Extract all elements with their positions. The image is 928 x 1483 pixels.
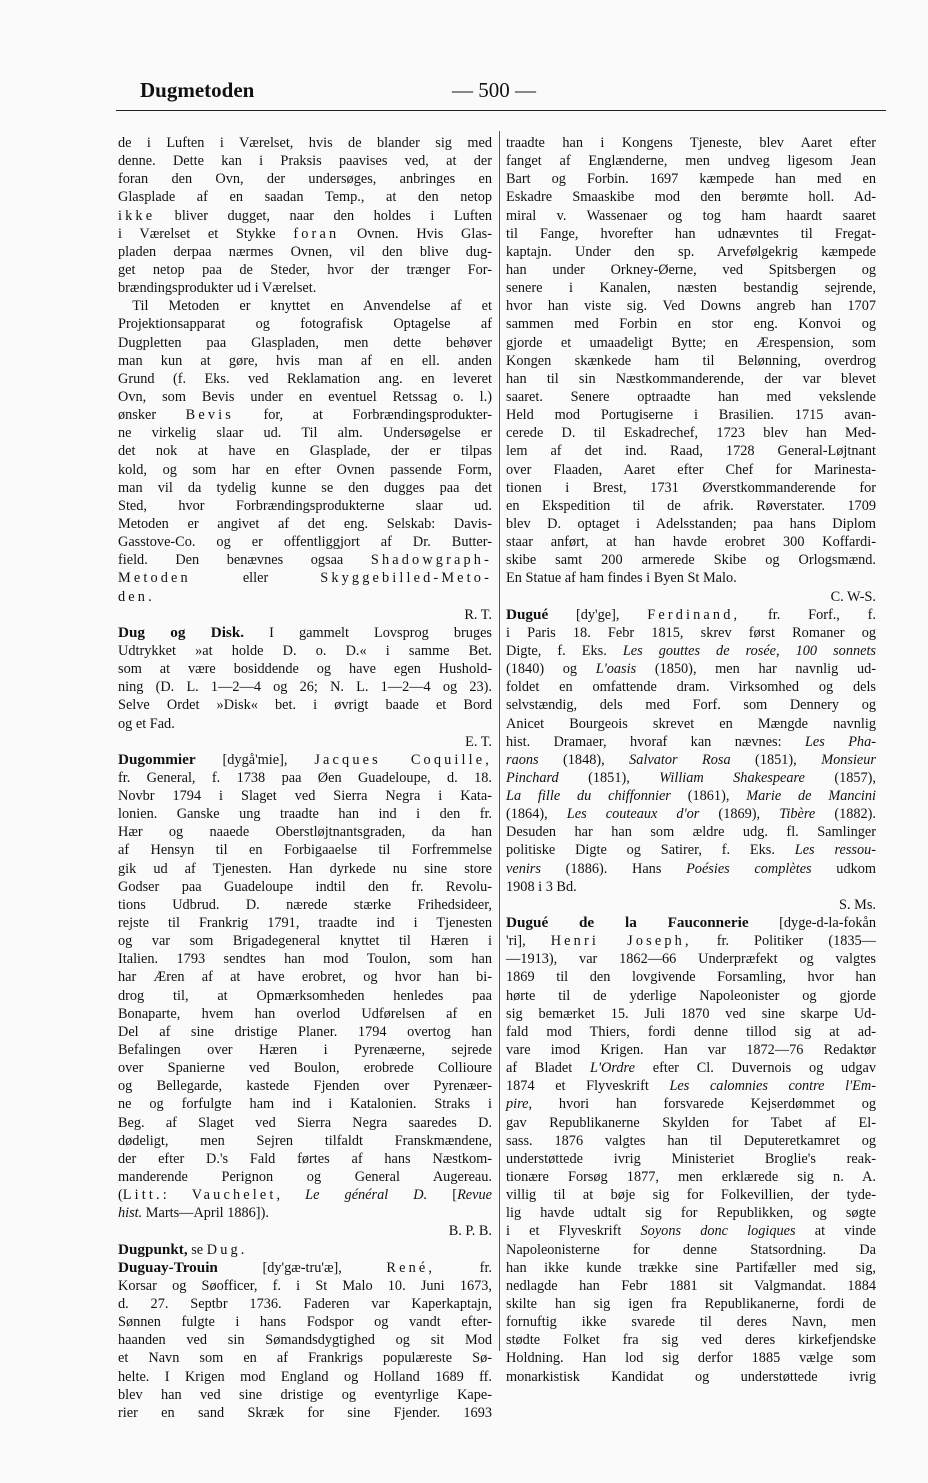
italic-title: Marie de Mancini [746, 788, 876, 805]
text-line: (Litt.: Vauchelet, Le général D. [Revue [118, 1187, 492, 1204]
text-line: skilte han sig igen fra Republikanerne, fordi de [506, 1296, 876, 1312]
italic-title: Soyons donc logiques [640, 1223, 796, 1240]
text-line: politiske Digte og Satirer, f. Eks. Les ressou- [506, 842, 877, 859]
text-line: Sted, hvor Forbrændingsprodukterne slaar ud. [118, 497, 492, 514]
text-line: sass. 1876 valgtes han til Deputeretkamret og [506, 1132, 876, 1149]
italic-title: Monsieur [821, 751, 876, 768]
text-line: har Æren af at have erobret, og hvor han bi- [118, 969, 492, 986]
text-line: cerede D. til Eskadrechef, 1723 blev han Med- [506, 425, 876, 442]
spaced-name: Jacques Coquille, [314, 751, 492, 768]
text-line: helte. I Krigen mod England og Holland 1689 ff. [118, 1368, 492, 1385]
text-line: En Statue af ham findes i Byen St Malo. [506, 570, 737, 587]
text-line: sig bemærket 15. Juli 1870 ved sine skarpe Ud- [506, 1005, 876, 1022]
text-line: Glasplade af en saadan Temp., at den netop [118, 189, 492, 206]
author-signature: B. P. B. [448, 1223, 492, 1240]
text-line: Godser paa Guadeloupe indtil den fr. Revolu- [118, 878, 492, 895]
text-line: field. Den benævnes ogsaa Shadowgraph- [118, 552, 492, 569]
text-line: tionen i Brest, 1731 Øverstkommanderende for [506, 479, 876, 496]
text-line: miral v. Wassenaer og tog ham haardt saaret [506, 207, 876, 224]
running-headword: Dugmetoden [140, 78, 255, 102]
text-line: hørte til de yderlige Napoleonister og gjorde [506, 987, 876, 1004]
text-line: Til Metoden er knyttet en Anvendelse af et [132, 298, 492, 315]
spaced-name: Litt. [122, 1187, 163, 1204]
text-line: kold, og som har en efter Ovnen passende Form, [118, 461, 492, 478]
italic-title: Salvator Rosa [629, 751, 731, 768]
spaced-name: Bevis [185, 407, 234, 424]
text-line: et Navn som en af Frankrigs populæreste Sø- [118, 1350, 492, 1367]
left-column [118, 134, 492, 1422]
author-signature: E. T. [465, 733, 492, 750]
text-line: villig til at bøje sig for Folkevillien, der tyde- [506, 1187, 876, 1204]
italic-title: Les couteaux d'or [566, 806, 700, 823]
text-line: Udtrykket »at holde D. o. D.« i samme Bet. [118, 642, 492, 659]
spaced-name: Vauchelet [191, 1187, 277, 1204]
text-line: Anicet Bourgeois skrevet en Mængde navnlig [506, 715, 876, 732]
text-line: han ikke kunde trække sine Partifæller med sig, [506, 1259, 876, 1276]
italic-title: Les ressou- [794, 842, 877, 859]
text-line: foldet en omfattende dram. Virksomhed og dels [506, 679, 876, 696]
right-column [506, 134, 876, 1386]
text-line: Del af sine dristige Planer. 1794 overtog han [118, 1023, 492, 1040]
text-line: stødte Folket fra sig ved deres kirkefjendske [506, 1332, 876, 1349]
entry-headword: Dugommier [118, 750, 196, 768]
text-line: ønsker Bevis for, at Forbrændingsprodukter- [118, 407, 492, 424]
text-line: rier en sand Skræk for sine Fjender. 1693 [118, 1404, 492, 1421]
text-line: —1913), var 1862—66 Underpræfekt og valgtes [506, 951, 876, 968]
text-line: Metoden eller Skyggebilled-Meto- [118, 570, 492, 587]
text-line: Gasstove-Co. og er offentliggjort af Dr. Butter- [118, 534, 492, 551]
text-line: traadte han i Kongens Tjeneste, blev Aaret efter [506, 135, 876, 151]
text-line: lonien. Ganske ung traadte han ind i den fr. [118, 806, 492, 823]
text-line: en Ekspedition til de afrik. Røverstater. 1709 [506, 497, 876, 514]
text-line: gav Republikanerne Skylden for Tabet af El- [506, 1114, 876, 1131]
italic-title: Revue [457, 1187, 492, 1204]
text-line: Grund (f. Eks. ved Reklamation ang. en leveret [118, 370, 492, 387]
text-line: staar anført, at han havde erobret 300 Koffardi- [506, 534, 876, 551]
text-line: han til sin Næstkommanderende, der var blevet [506, 370, 876, 387]
text-line: Dugué [dy'ge], Ferdinand, fr. Forf., f. [506, 605, 876, 623]
italic-title: La fille du chiffonnier [506, 788, 671, 805]
text-line: gik ud af Tjenesten. Han dyrkede nu sine store [118, 860, 492, 877]
text-line: lem af det ind. Raad, 1728 General-Løjtnant [506, 443, 876, 460]
text-line: man vil da tydelig kunne se den dugges paa det [118, 479, 492, 496]
text-line: fanget af Englænderne, men undveg ligesom Jean [506, 153, 876, 170]
text-line: i et Flyveskrift Soyons donc logiques at vinde [506, 1223, 877, 1240]
column-divider [499, 131, 500, 1351]
spaced-name: den. [118, 588, 155, 605]
text-line: venirs (1886). Hans Poésies complètes udkom [506, 860, 877, 877]
author-signature: C. W-S. [830, 588, 876, 605]
text-line: ne virkelig slaar ud. Til alm. Undersøgelse er [118, 425, 492, 442]
text-line: og var som Brigadegeneral knyttet til Hæren i [118, 933, 492, 950]
text-line: til Fange, hvorefter han udnævntes til Fregat- [506, 225, 876, 242]
text-line: Novbr 1794 i Slaget ved Sierra Negra i Kata- [118, 788, 492, 805]
text-line: det nok at have en Glasplade, der er tilpas [118, 443, 492, 460]
entry-headword: Dugué de la Fauconnerie [506, 914, 749, 932]
spaced-name: Dug. [206, 1241, 248, 1258]
text-line: 1874 et Flyveskrift Les calomnies contre l'Em- [506, 1078, 876, 1095]
text-line: fald mod Thiers, fordi denne tillod sig at ad- [506, 1023, 876, 1040]
text-line: Selve Ordet »Disk« bet. i øvrigt baade et Bord [118, 697, 492, 714]
text-line: Digte, f. Eks. Les gouttes de rosée, 100 sonnets [506, 642, 876, 659]
text-line: manderende Perignon og General Augereau. [118, 1169, 492, 1186]
header-rule [116, 110, 886, 111]
italic-title: Poésies complètes [686, 860, 812, 877]
text-line: lig havde udtalt sig for Republikken, og søgte [506, 1205, 876, 1222]
text-line: tionære Forsøg 1877, men erklærede sig n. A. [506, 1169, 876, 1186]
text-line: sammen med Forbin en stor eng. Konvoi og [506, 316, 876, 333]
text-line: og et Fad. [118, 715, 175, 732]
text-line: Dugpletten paa Glaspladen, men dette behøver [118, 334, 492, 351]
text-line: raons (1848), Salvator Rosa (1851), Monsieur [506, 751, 876, 768]
spaced-name: Henri Joseph, [550, 933, 692, 950]
text-line: (1840) og L'oasis (1850), men har navnlig ud- [506, 661, 876, 678]
italic-title: Le général D. [305, 1187, 428, 1204]
italic-title: L'Ordre [590, 1060, 635, 1077]
text-line: understøttede ivrig Ministeriet Broglie's reak- [506, 1150, 876, 1167]
text-line: Pinchard (1851), William Shakespeare (1857), [506, 769, 877, 786]
spaced-name: René, [386, 1259, 436, 1276]
entry-headword: Dug og Disk. [118, 623, 245, 641]
text-line: Korsar og Søofficer, f. i St Malo 10. Juni 1673, [118, 1277, 492, 1294]
text-line: Ovn, som Bevis under en eventuel Retssag o. l.) [118, 388, 492, 405]
text-line: vare imod Krigen. Han var 1872—76 Redaktør [506, 1042, 876, 1059]
text-line: Duguay-Trouin [dy'gæ-tru'æ], René, fr. [118, 1258, 492, 1276]
text-line: saaret. Senere optraadte han med vekslende [506, 388, 876, 405]
text-line: Metoden er angivet af det eng. Selskab: Davis- [118, 515, 492, 532]
spaced-name: Ferdinand, [647, 606, 741, 623]
spaced-name: Metoden [118, 570, 191, 587]
text-line: skibe samt 200 armerede Skibe og Orlogsmænd. [506, 552, 876, 569]
italic-title: hist. [118, 1205, 143, 1222]
text-line: over Spanierne ved Boulon, erobrede Collioure [118, 1060, 492, 1077]
text-line: fr. General, f. 1738 paa Øen Guadeloupe, d. 18. [118, 769, 492, 786]
text-line: Dugommier [dygå'mie], Jacques Coquille, [118, 750, 492, 768]
text-line: og Bellegarde, kastede Fjenden over Pyrenæer- [118, 1078, 492, 1095]
text-line: La fille du chiffonnier (1861), Marie de Mancini [506, 788, 876, 805]
text-line: drog til, at Opmærksomheden henledes paa [118, 987, 492, 1004]
text-line: dødeligt, men Sejren tilfaldt Franskmændene, [118, 1132, 492, 1149]
text-line: Eskadre Smaaskibe mod den berømte holl. Ad- [506, 189, 876, 206]
text-line: haanden ved sin Sømandsdygtighed og sit Mod [118, 1332, 492, 1349]
text-line: 1869 til den lovgivende Forsamling, hvor han [506, 969, 876, 986]
text-line: af Hensyn til en Forbigaaelse til Forfremmelse [118, 842, 492, 859]
text-line: pladen derpaa nærmes Ovnen, vil den blive dug- [118, 243, 492, 260]
text-line: Holdning. Han lod sig derfor 1885 vælge som [506, 1350, 876, 1367]
italic-title: pire, [506, 1096, 533, 1113]
text-line: 1908 i 3 Bd. [506, 878, 577, 895]
text-line: Kongen skænkede ham til Belønning, overdrog [506, 352, 876, 369]
text-line: som at være bosiddende og have egen Hushold- [118, 661, 492, 678]
text-line: ne og forfulgte ham ind i Katalonien. Straks i [118, 1096, 492, 1113]
text-line: nedlagde han Febr 1881 sit Valgmandat. 1884 [506, 1277, 876, 1294]
spaced-name: Shadowgraph- [370, 552, 492, 569]
italic-title: Les gouttes de rosée, 100 sonnets [622, 642, 876, 659]
text-line: selvstændig, dels med Forf. som Dennery og [506, 697, 876, 714]
text-line: 'ri], Henri Joseph, fr. Politiker (1835— [506, 933, 876, 950]
text-line: pire, hvori han forsvarede Kejserdømmet og [506, 1096, 876, 1113]
text-line: d. 27. Septbr 1736. Faderen var Kaperkaptajn, [118, 1296, 492, 1312]
italic-title: Les calomnies contre l'Em- [669, 1078, 876, 1095]
text-line: ning (D. L. 1—2—4 og 26; N. L. 1—2—4 og 23). [118, 679, 492, 696]
text-line: ikke bliver dugget, naar den holdes i Luften [118, 207, 492, 224]
text-line: af Bladet L'Ordre efter Cl. Duvernois og udgav [506, 1060, 877, 1077]
italic-title: Pinchard [506, 769, 559, 786]
text-line: gjorde et umaadeligt Bytte; en Ærespension, som [506, 334, 876, 351]
text-line: (1864), Les couteaux d'or (1869), Tibère (1882). [506, 806, 877, 823]
text-line: Dug og Disk. I gammelt Lovsprog bruges [118, 623, 492, 641]
text-line: i Værelset et Stykke foran Ovnen. Hvis Glas- [118, 225, 492, 242]
author-signature: S. Ms. [839, 896, 876, 913]
page-number: — 500 — [452, 78, 536, 102]
text-line: monarkistisk Kandidat og understøttede ivrig [506, 1368, 876, 1385]
text-line: fornuftig ikke svarede til deres Navn, men [506, 1314, 876, 1331]
entry-headword: Duguay-Trouin [118, 1258, 218, 1276]
text-line: Bart og Forbin. 1697 kæmpede han med en [506, 171, 876, 188]
text-line: tions Udbrud. D. nærede stærke Frihedsideer, [118, 896, 492, 913]
text-line: blev han ved sine dristige og eventyrlige Kape- [118, 1386, 492, 1403]
spaced-name: foran [293, 225, 340, 242]
text-line: hvor han viste sig. Ved Downs angreb han 1707 [506, 298, 876, 315]
text-line: Beg. af Slaget ved Sierra Negra saaredes D. [118, 1114, 492, 1131]
text-line: Held mod Portugiserne i Brasilien. 1715 avan- [506, 407, 876, 424]
text-line: han under Orkney-Øerne, ved Spitsbergen og [506, 261, 876, 278]
text-line: blev D. optaget i Adelsstanden; paa hans Diplom [506, 515, 876, 532]
italic-title: Les Pha- [804, 733, 876, 750]
italic-title: raons [506, 751, 539, 768]
text-line: get netop paa de Steder, hvor der trænger For- [118, 261, 492, 278]
text-line: de i Luften i Værelset, hvis de blander sig med [118, 135, 492, 151]
text-line: Desuden har han som ældre udg. fl. Samlinger [506, 824, 876, 841]
text-line: Napoleonisterne for denne Statsordning. Da [506, 1241, 876, 1258]
text-line: denne. Dette kan i Praksis paavises ved, at der [118, 153, 492, 170]
italic-title: L'oasis [595, 661, 637, 678]
text-line: hist. Dramaer, hvoraf kan nævnes: Les Pha- [506, 733, 876, 750]
italic-title: venirs [506, 860, 541, 877]
italic-title: Tibère [779, 806, 816, 823]
text-line: Italien. 1793 sendtes han mod Toulon, som han [118, 951, 492, 968]
text-line: i Paris 18. Febr 1815, skrev først Romaner og [506, 624, 876, 641]
text-line: Hær og naaede Oberstløjtnantsgraden, da han [118, 824, 492, 841]
entry-headword: Dugpunkt, [118, 1240, 188, 1258]
running-head [140, 76, 880, 106]
text-line: man kun at gøre, hvis man af en ell. anden [118, 352, 492, 369]
spaced-name: Skyggebilled-Meto- [320, 570, 492, 587]
spaced-name: ikke [118, 207, 156, 224]
text-line: over Flaaden, Aaret efter Chef for Marinesta- [506, 461, 876, 478]
text-line: brændingsprodukter ud i Værelset. [118, 280, 317, 297]
entry-headword: Dugué [506, 605, 549, 623]
text-line: Dugpunkt, se Dug. [118, 1240, 248, 1258]
text-line: Projektionsapparat og fotografisk Optagelse af [118, 316, 492, 333]
text-line: rejste til Frankrig 1791, traadte ind i Tjenesten [118, 915, 492, 932]
text-line [118, 588, 492, 606]
text-line: foran den Ovn, der undersøges, anbringes en [118, 171, 492, 188]
text-line: hist. Marts—April 1886]). [118, 1205, 269, 1222]
text-line: Sønnen fulgte i hans Fodspor og vandt efter- [118, 1314, 492, 1331]
author-signature: R. T. [464, 606, 492, 623]
text-line: der efter D.'s Fald førtes af hans Næstkom- [118, 1150, 492, 1167]
text-line: senere i Kanalen, næsten bestandig sejrende, [506, 280, 876, 297]
text-line: Dugué de la Fauconnerie [dyge-d-la-fokån [506, 914, 877, 932]
text-line: Befalingen over Hæren i Pyrenæerne, sejrede [118, 1042, 492, 1059]
text-line: Bonaparte, hvem han overlod Udførelsen af en [118, 1005, 492, 1022]
text-line: kaptajn. Under den sp. Arvefølgekrig kæmpede [506, 243, 876, 260]
italic-title: William Shakespeare [659, 769, 805, 786]
